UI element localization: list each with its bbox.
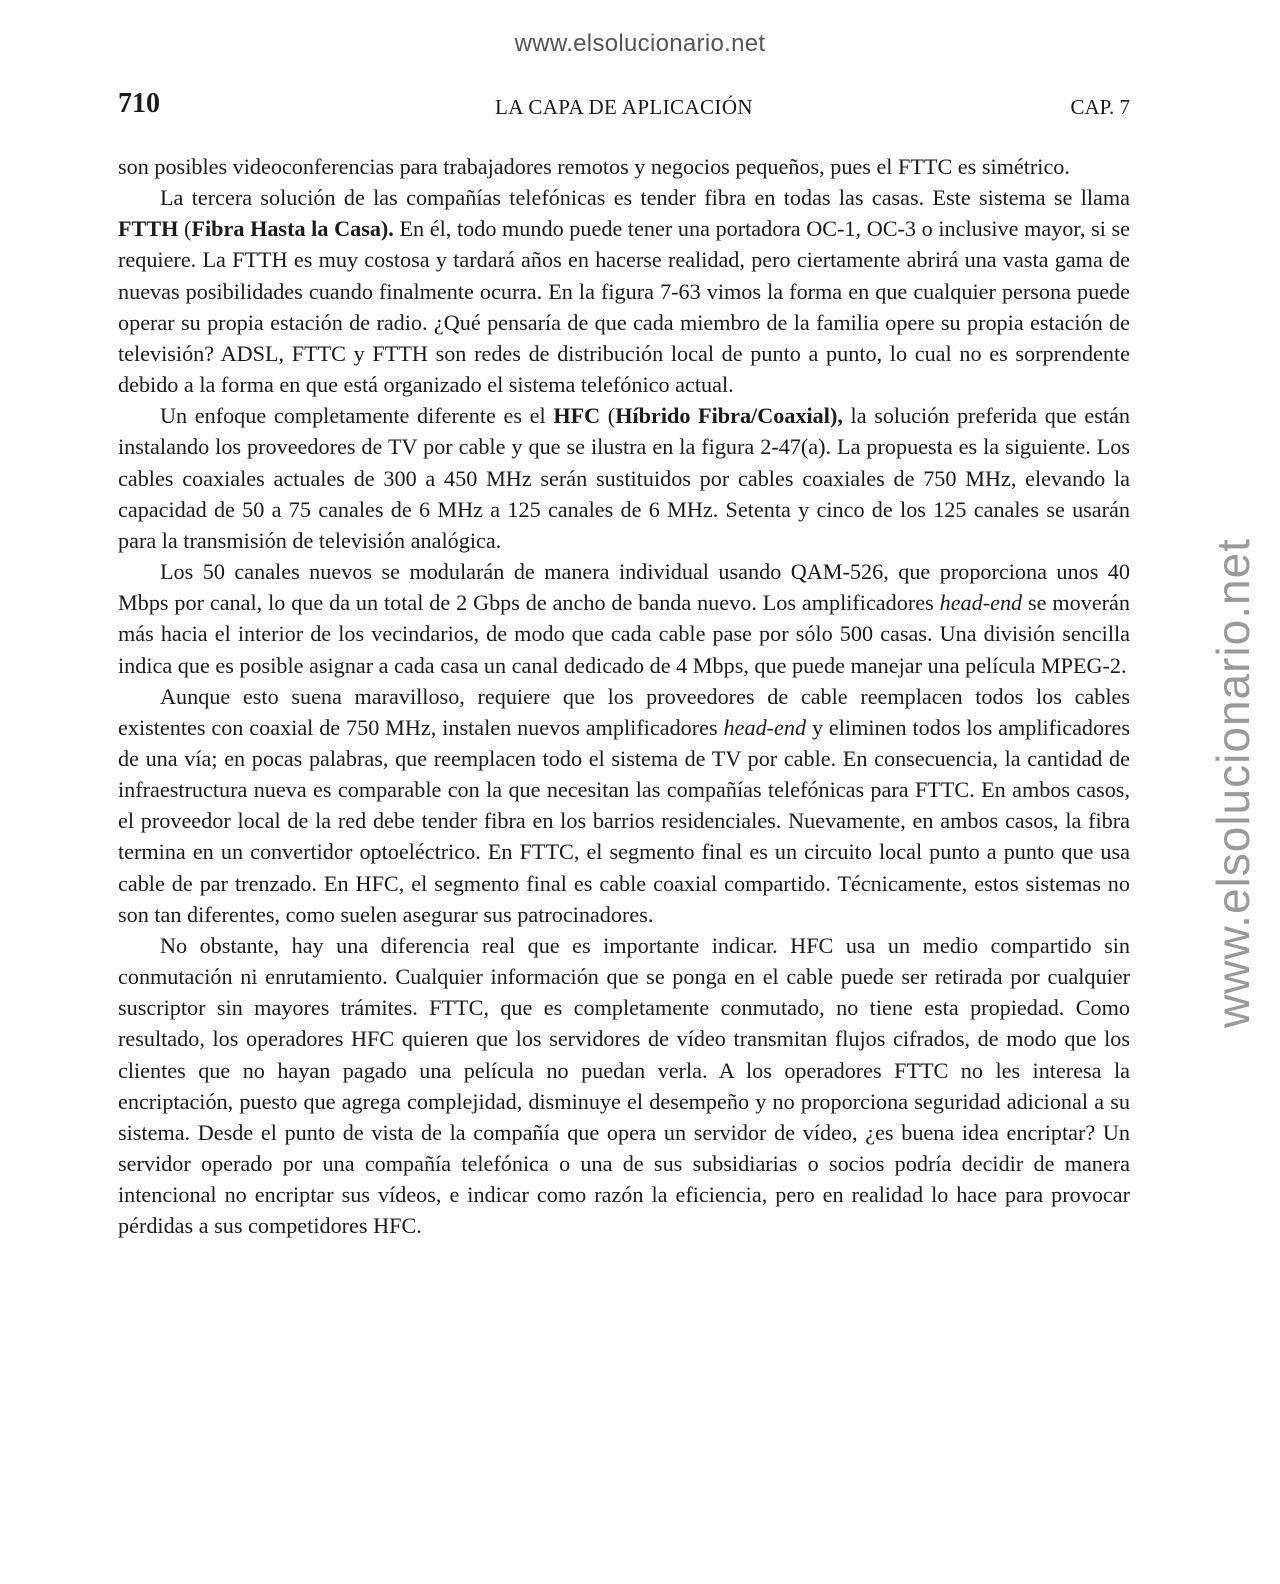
paragraph-4 xyxy=(118,556,1130,681)
paragraph-text: ( xyxy=(600,403,616,429)
term-head-end: head-end xyxy=(723,714,807,740)
paragraph-2 xyxy=(118,182,1130,400)
term-head-end: head-end xyxy=(939,590,1023,616)
paragraph-text: Aunque esto suena maravilloso, requiere que los proveedores de cable reemplacen todos los cables existentes con coaxial de 750 MHz, instalen nuevos amplificadores xyxy=(118,683,1130,740)
paragraph-text: En él, todo mundo puede tener una portadora OC-1, OC-3 o inclusive mayor, si se requiere. La FTTH es muy costosa y tardará años en hacerse realidad, pero ciertamente abrirá una vasta gama de nuevas posibilidades cuando finalmente ocurra. En la figura 7-63 vimos la forma en que cualquier persona puede operar su propia estación de radio. ¿Qué pensaría de que cada miembro de la familia opere su propia estación de televisión? ADSL, FTTC y FTTH son redes de distribución local de punto a punto, lo cual no es sorprendente debido a la forma en que está organizado el sistema telefónico actual. xyxy=(118,216,1130,398)
running-title: LA CAPA DE APLICACIÓN xyxy=(495,95,753,119)
term-ftth: FTTH xyxy=(118,216,179,242)
paragraph-text: Un enfoque completamente diferente es el xyxy=(160,403,554,429)
chapter-label: CAP. 7 xyxy=(1070,95,1130,119)
paragraph-text: la solución preferida que están instalando los proveedores de TV por cable y que se ilustra en la figura 2-47(a). La propuesta es la siguiente. Los cables coaxiales actuales de 300 a 450 MHz serán sustituidos por cables coaxiales de 750 MHz, elevando la capacidad de 50 a 75 canales de 6 MHz a 125 canales de 6 MHz. Setenta y cinco de los 125 canales se usarán para la transmisión de televisión analógica. xyxy=(118,403,1130,553)
paragraph-3 xyxy=(118,400,1130,556)
watermark-top: www.elsolucionario.net xyxy=(514,30,766,57)
term-ftth-expansion: Fibra Hasta la Casa). xyxy=(191,216,394,242)
paragraph-text: ( xyxy=(178,216,192,242)
paragraph-text: son posibles videoconferencias para trabajadores remotos y negocios pequeños, pues el FTTC es simétrico. xyxy=(118,154,1070,179)
paragraph-text: La tercera solución de las compañías telefónicas es tender fibra en todas las casas. Este sistema se llama xyxy=(160,185,1130,211)
paragraph-text: y eliminen todos los amplificadores de una vía; en pocas palabras, que reemplacen todo el sistema de TV por cable. En consecuencia, la cantidad de infraestructura nueva es comparable con la que necesitan las compañías telefónicas para FTTC. En ambos casos, el proveedor local de la red debe tender fibra en los barrios residenciales. Nuevamente, en ambos casos, la fibra termina en un convertidor optoeléctrico. En FTTC, el segmento final es un circuito local punto a punto que usa cable de par trenzado. En HFC, el segmento final es cable coaxial compartido. Técnicamente, estos sistemas no son tan diferentes, como suelen asegurar sus patrocinadores. xyxy=(118,714,1130,927)
paragraph-6 xyxy=(118,930,1130,1242)
watermark-side: www.elsolucionario.net xyxy=(1207,538,1259,1028)
paragraph-1 xyxy=(118,151,1130,182)
paragraph-5 xyxy=(118,681,1130,930)
paragraph-text: Los 50 canales nuevos se modularán de manera individual usando QAM-526, que proporciona unos 40 Mbps por canal, lo que da un total de 2 Gbps de ancho de banda nuevo. Los amplificadores xyxy=(118,559,1130,616)
body-text xyxy=(118,151,1130,1241)
term-hfc: HFC xyxy=(553,403,601,429)
paragraph-text: se moverán más hacia el interior de los vecindarios, de modo que cada cable pase por sólo 500 casas. Una división sencilla indica que es posible asignar a cada casa un canal dedicado de 4 Mbps, que puede manejar una película MPEG-2. xyxy=(118,590,1131,678)
page-number: 710 xyxy=(118,88,160,119)
term-hfc-expansion: Híbrido Fibra/Coaxial), xyxy=(615,403,843,429)
page-header xyxy=(118,88,1130,128)
paragraph-text: No obstante, hay una diferencia real que es importante indicar. HFC usa un medio compartido sin conmutación ni enrutamiento. Cualquier información que se ponga en el cable puede ser retirada por cualquier suscriptor sin mayores trámites. FTTC, que es completamente conmutado, no tiene esta propiedad. Como resultado, los operadores HFC quieren que los servidores de vídeo transmitan flujos cifrados, de modo que los clientes que no hayan pagado una película no puedan verla. A los operadores FTTC no les interesa la encriptación, puesto que agrega complejidad, disminuye el desempeño y no proporciona seguridad adicional a su sistema. Desde el punto de vista de la compañía que opera un servidor de vídeo, ¿es buena idea encriptar? Un servidor operado por una compañía telefónica o una de sus subsidiarias o socios podría decidir de manera intencional no encriptar sus vídeos, e indicar como razón la eficiencia, pero en realidad lo hace para provocar pérdidas a sus competidores HFC. xyxy=(118,932,1130,1239)
